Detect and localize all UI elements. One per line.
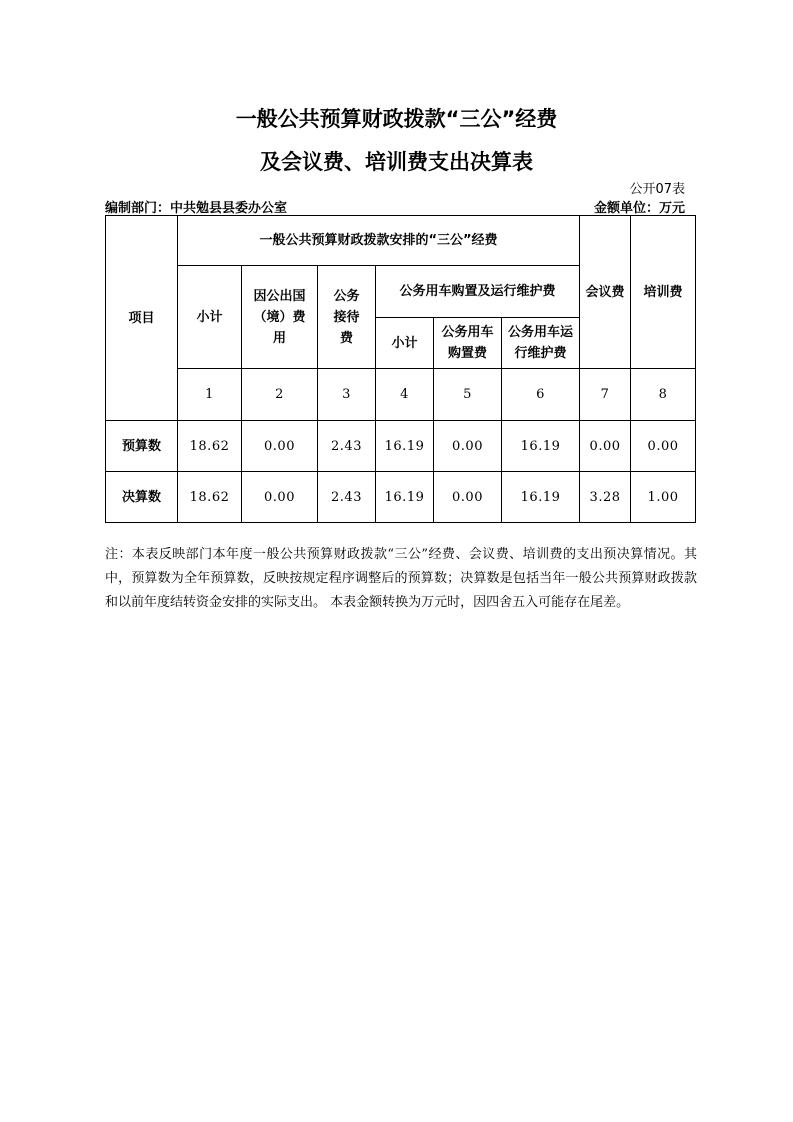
form-number: 公开07表 bbox=[629, 182, 685, 197]
table-cell: 1.00 bbox=[631, 472, 696, 523]
column-number: 1 bbox=[178, 369, 242, 421]
row-label-actual: 决算数 bbox=[106, 472, 178, 523]
column-number: 6 bbox=[502, 369, 580, 421]
table-cell: 16.19 bbox=[502, 421, 580, 472]
table-cell: 0.00 bbox=[631, 421, 696, 472]
header-vehicle-subtotal: 小计 bbox=[376, 318, 434, 369]
table-cell: 2.43 bbox=[318, 472, 376, 523]
table-cell: 0.00 bbox=[580, 421, 631, 472]
header-training: 培训费 bbox=[631, 216, 696, 369]
header-meeting: 会议费 bbox=[580, 216, 631, 369]
table-row bbox=[106, 421, 696, 472]
department-label: 编制部门：中共勉县县委办公室 bbox=[105, 201, 288, 216]
table-note: 注：本表反映部门本年度一般公共预算财政拨款“三公”经费、会议费、培训费的支出预决算情况。其中，预算数为全年预算数，反映按规定程序调整后的预算数；决算数是包括当年一般公共预算财政拨款和以前年度结转资金安排的实际支出。 本表金额转换为万元时，因四舍五入可能存在尾差。 bbox=[105, 547, 697, 610]
table-cell: 16.19 bbox=[376, 421, 434, 472]
table-cell: 0.00 bbox=[242, 421, 318, 472]
column-number: 3 bbox=[318, 369, 376, 421]
header-vehicle-purchase: 公务用车购置费 bbox=[434, 318, 502, 369]
table-cell: 0.00 bbox=[242, 472, 318, 523]
table-cell: 3.28 bbox=[580, 472, 631, 523]
column-number: 8 bbox=[631, 369, 696, 421]
header-subtotal: 小计 bbox=[178, 266, 242, 369]
expenditure-table bbox=[105, 215, 696, 523]
row-label-budget: 预算数 bbox=[106, 421, 178, 472]
table-cell: 18.62 bbox=[178, 472, 242, 523]
header-vehicle-operation: 公务用车运行维护费 bbox=[502, 318, 580, 369]
table-cell: 16.19 bbox=[376, 472, 434, 523]
column-number: 7 bbox=[580, 369, 631, 421]
column-number: 4 bbox=[376, 369, 434, 421]
header-vehicle-group: 公务用车购置及运行维护费 bbox=[376, 266, 580, 318]
table-cell: 2.43 bbox=[318, 421, 376, 472]
amount-unit-label: 金额单位：万元 bbox=[593, 201, 685, 216]
table-cell: 0.00 bbox=[434, 421, 502, 472]
column-number: 2 bbox=[242, 369, 318, 421]
header-reception: 公务接待费 bbox=[318, 266, 376, 369]
header-item: 项目 bbox=[106, 216, 178, 421]
table-cell: 0.00 bbox=[434, 472, 502, 523]
document-title-line-2: 及会议费、培训费支出决算表 bbox=[260, 150, 533, 174]
table-cell: 18.62 bbox=[178, 421, 242, 472]
table-cell: 16.19 bbox=[502, 472, 580, 523]
header-overseas: 因公出国（境）费用 bbox=[242, 266, 318, 369]
column-number: 5 bbox=[434, 369, 502, 421]
header-sangong-group: 一般公共预算财政拨款安排的“三公”经费 bbox=[178, 216, 580, 266]
document-title-line-1: 一般公共预算财政拨款“三公”经费 bbox=[235, 107, 558, 131]
table-row bbox=[106, 472, 696, 523]
